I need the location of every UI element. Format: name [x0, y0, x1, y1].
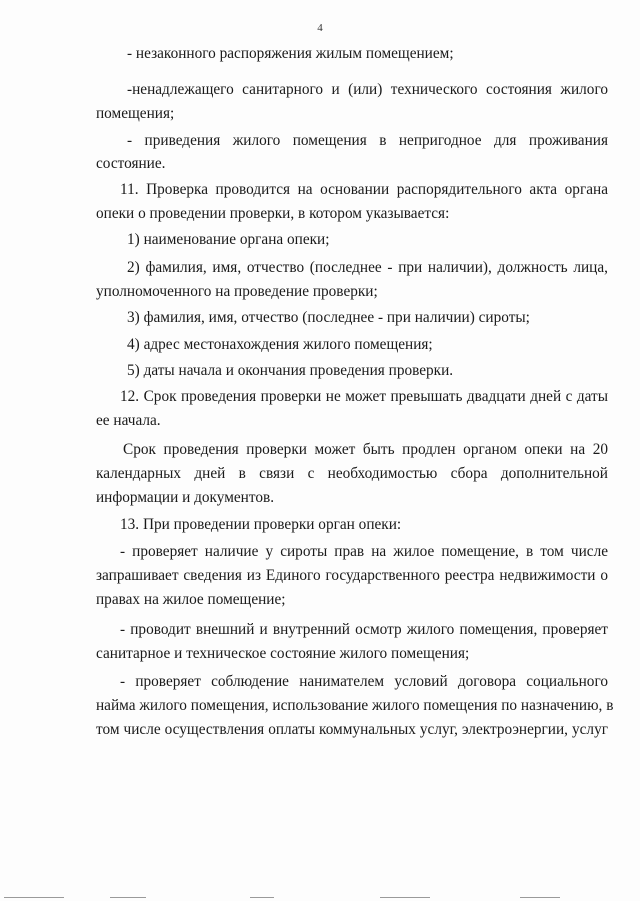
- text-line: Срок проведения проверки может быть продлен органом опеки на 20: [123, 441, 608, 458]
- scan-mark: [380, 897, 430, 898]
- text-line: помещения;: [96, 105, 175, 122]
- text-line: опеки о проведении проверки, в котором указывается:: [96, 205, 450, 222]
- text-line: том числе осуществления оплаты коммунальных услуг, электроэнергии, услуг: [96, 721, 608, 738]
- text-line: - приведения жилого помещения в непригодное для проживания: [127, 132, 608, 149]
- text-line: информации и документов.: [96, 489, 275, 506]
- text-line: - незаконного распоряжения жилым помещением;: [127, 45, 454, 62]
- text-line: - проверяет соблюдение нанимателем условий договора социального: [120, 673, 608, 690]
- scan-mark: [110, 897, 146, 898]
- scan-edge-marks: [0, 893, 640, 901]
- text-line: 12. Срок проведения проверки не может превышать двадцати дней с даты: [120, 388, 608, 405]
- text-line: уполномоченного на проведение проверки;: [96, 283, 378, 300]
- text-line: 2) фамилия, имя, отчество (последнее - при наличии), должность лица,: [127, 259, 608, 276]
- scan-mark: [4, 897, 64, 898]
- text-line: 3) фамилия, имя, отчество (последнее - при наличии) сироты;: [127, 309, 530, 326]
- text-line: найма жилого помещения, использование жилого помещения по назначению, в: [96, 697, 614, 714]
- text-line: санитарное и техническое состояние жилого помещения;: [96, 645, 470, 662]
- text-line: -ненадлежащего санитарного и (или) технического состояния жилого: [127, 81, 608, 98]
- text-line: 5) даты начала и окончания проведения проверки.: [127, 362, 454, 379]
- text-line: 13. При проведении проверки орган опеки:: [120, 516, 402, 533]
- text-line: календарных дней в связи с необходимостью сбора дополнительной: [96, 465, 608, 482]
- text-line: 11. Проверка проводится на основании распорядительного акта органа: [120, 181, 608, 198]
- text-line: запрашивает сведения из Единого государственного реестра недвижимости о: [96, 567, 608, 584]
- text-line: 4) адрес местонахождения жилого помещения;: [127, 336, 433, 353]
- text-line: - проверяет наличие у сироты прав на жилое помещение, в том числе: [120, 543, 608, 560]
- scan-mark: [250, 897, 274, 898]
- text-line: - проводит внешний и внутренний осмотр жилого помещения, проверяет: [120, 621, 608, 638]
- page-number: 4: [317, 22, 323, 34]
- scan-mark: [520, 897, 560, 898]
- text-line: 1) наименование органа опеки;: [127, 231, 330, 248]
- text-line: ее начала.: [96, 412, 161, 429]
- text-line: состояние.: [96, 155, 166, 172]
- text-line: правах на жилое помещение;: [96, 591, 286, 608]
